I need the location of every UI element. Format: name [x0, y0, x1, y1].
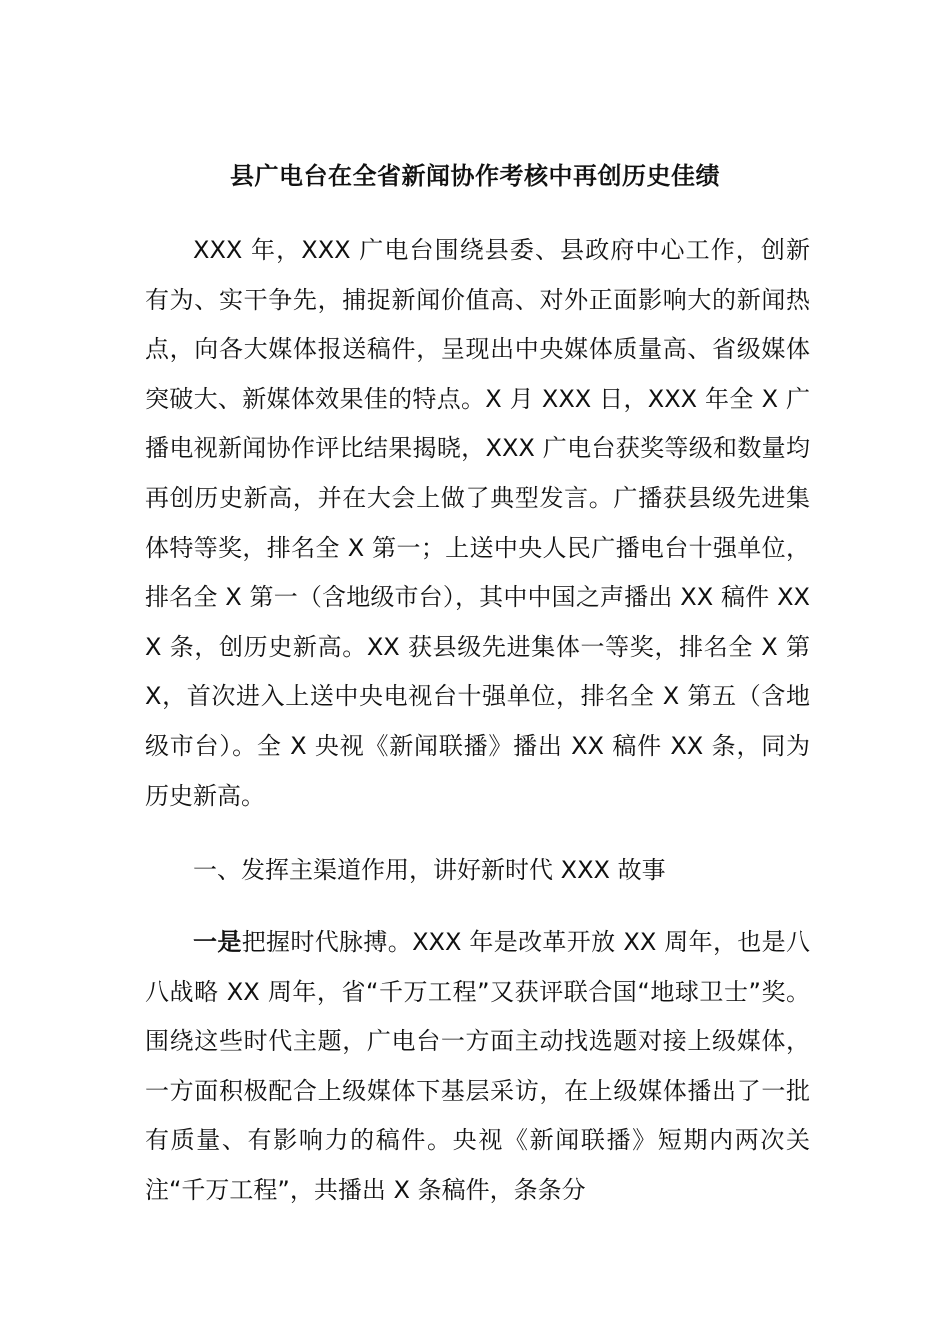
paragraph-intro: XXX 年，XXX 广电台围绕县委、县政府中心工作，创新有为、实干争先，捕捉新闻价值高、对外正面影响大的新闻热点，向各大媒体报送稿件，呈现出中央媒体质量高、省级媒体突破大、新媒体效果佳的特点。X 月 XXX 日，XXX 年全 X 广播电视新闻协作评比结果揭晓，XXX 广电台获奖等级和数量均再创历史新高，并在大会上做了典型发言。广播获县级先进集体特等奖，排名全 X 第一；上送中央人民广播电台十强单位，排名全 X 第一（含地级市台），其中中国之声播出 XX 稿件 XXX 条，创历史新高。XX 获县级先进集体一等奖，排名全 X 第 X，首次进入上送中央电视台十强单位，排名全 X 第五（含地级市台）。全 X 央视《新闻联播》播出 XX 稿件 XX 条，同为历史新高。: [145, 236, 810, 810]
paragraph-lead-label: 一是: [193, 928, 242, 956]
section-heading-one: 一、发挥主渠道作用，讲好新时代 XXX 故事: [193, 856, 666, 884]
paragraph-section-one-text: 把握时代脉搏。XXX 年是改革开放 XX 周年，也是八八战略 XX 周年，省“千万工程”又获评联合国“地球卫士”奖。围绕这些时代主题，广电台一方面主动找选题对接上级媒体，一方面积极配合上级媒体下基层采访，在上级媒体播出了一批有质量、有影响力的稿件。央视《新闻联播》短期内两次关注“千万工程”，共播出 X 条稿件，条条分: [145, 928, 810, 1204]
document-title: 县广电台在全省新闻协作考核中再创历史佳绩: [230, 162, 720, 190]
paragraph-section-one: [145, 918, 810, 1216]
